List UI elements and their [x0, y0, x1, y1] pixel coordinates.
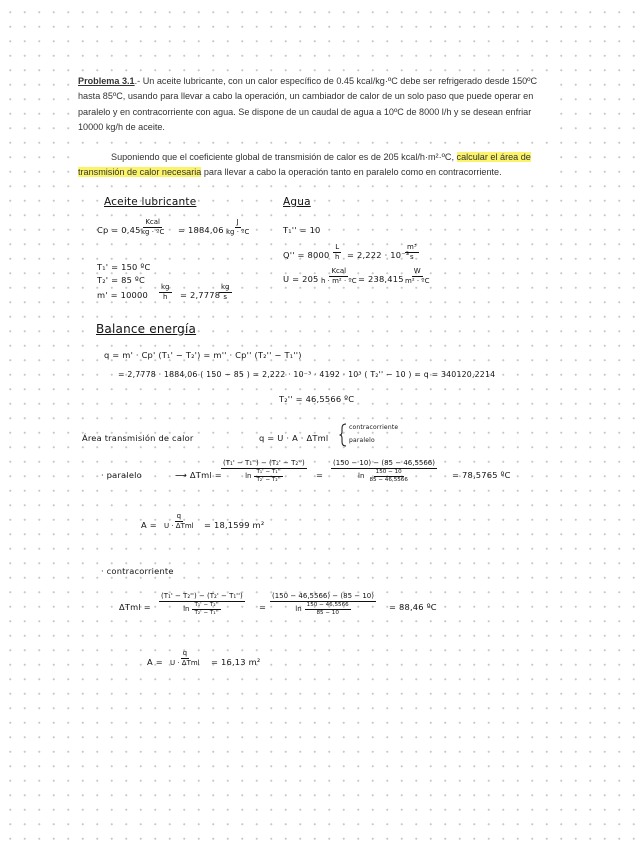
contra-substitution: (150 − 46,5566) − (85 − 10) ln $\frac{150 - 46,5566}{85 - 10}$: [272, 592, 374, 616]
m-lhs: m' = 10000: [97, 290, 148, 300]
balance-title: Balance energía: [96, 322, 197, 336]
u-lhs: U = 205: [283, 274, 319, 284]
aceite-title: Aceite lubricante: [104, 196, 197, 208]
paralelo-result: = 78,5765 ºC: [452, 470, 511, 480]
a-contra-lhs: A =: [147, 657, 163, 667]
task-text-end: para llevar a cabo la operación tanto en paralelo como en contracorriente.: [201, 167, 502, 178]
u-eq: = 238,415: [358, 274, 404, 284]
task-highlight: calcular el área de transmisión de calor necesaria: [78, 152, 531, 178]
m-unit: $\frac{kg}{h}$: [161, 283, 170, 301]
cp-lhs: Cp = 0,45: [97, 225, 141, 235]
contra-formula: (T₁' − T₂'') − (T₂' − T₁'') ln $\frac{\text{T₁' − T₂''}}{\text{T₂' − T₁''}}$: [161, 592, 243, 616]
u-unit-si: $\frac{W}{\text{m² · ºC}}$: [405, 267, 430, 285]
m-unit-si: $\frac{kg}{s}$: [221, 283, 230, 301]
balance-equation: q = m' · Cp' (T₁' − T₂') = m'' · Cp'' (T₂'' − T₁''): [104, 350, 302, 360]
u-unit: Kcal h · m² · ºC: [321, 267, 357, 285]
brace-contracorriente: contracorriente: [349, 424, 399, 431]
contra-eq: =: [259, 602, 267, 612]
a-paralelo-lhs: A =: [141, 520, 157, 530]
a-paralelo-result: = 18,1599 m²: [204, 520, 265, 530]
task-text: Suponiendo que el coeficiente global de transmisión de calor es de 205 kcal/h·m²·ºC,: [111, 152, 457, 162]
paralelo-eq: =: [316, 470, 324, 480]
t2-agua-result: T₂'' = 46,5566 ºC: [279, 394, 355, 404]
t1-aceite: T₁' = 150 ºC: [97, 262, 151, 272]
task-paragraph: [78, 150, 556, 181]
t2-aceite: T₂' = 85 ºC: [97, 275, 145, 285]
t1-agua: T₁'' = 10: [283, 225, 321, 235]
a-paralelo-formula: q U · ΔTml: [164, 512, 194, 530]
cp-eq: = 1884,06: [178, 225, 224, 235]
balance-substitution: = 2,7778 · 1884,06 ( 150 − 85 ) = 2,222 · 10⁻³ · 4192 · 10³ ( T₂'' − 10 ) = q = 340120,2214: [118, 370, 496, 379]
a-contra-formula: q U · ΔTml: [170, 649, 200, 667]
contra-result: = 88,46 ºC: [389, 602, 437, 612]
agua-title: Agua: [283, 196, 311, 208]
paralelo-formula: (T₁' − T₁'') − (T₂' − T₂'') ln $\frac{\text{T₁' − T₁''}}{\text{T₂' − T₂''}}$: [223, 459, 305, 483]
problem-statement: .- Un aceite lubricante, con un calor específico de 0.45 kcal/kg·ºC debe ser refrigerado desde 150ºC hasta 85ºC, usando para llevar a cabo la operación, un cambiador de calor de un solo paso que puede operar en paralelo y en contracorriente con agua. Se dispone de un caudal de agua a 10ºC de 8000 l/h y se desean enfriar 10000 kg/h de aceite.: [78, 76, 538, 132]
q-eq: = 2,222 · 10⁻³: [347, 250, 410, 260]
brace-icon: [339, 423, 347, 447]
paralelo-substitution: (150 − 10) − (85 − 46,5566) ln $\frac{150 - 10}{85 - 46,5566}$: [333, 459, 435, 483]
area-equation: q = U · A · ΔTml: [259, 433, 329, 443]
q-unit-si: $\frac{\text{m³}}{s}$: [407, 243, 417, 261]
brace-paralelo: paralelo: [349, 437, 375, 444]
q-unit: $\frac{L}{h}$: [335, 243, 340, 261]
contra-lhs: ΔTml =: [119, 602, 151, 612]
cp-unit-si: $\frac{J}{\text{kg · ºC}}$: [226, 218, 250, 236]
problem-paragraph: [78, 74, 556, 135]
area-title: Área transmisión de calor: [82, 433, 194, 443]
contracorriente-label: · contracorriente: [101, 566, 174, 576]
paralelo-label: · paralelo: [101, 470, 142, 480]
a-contra-result: = 16,13 m²: [211, 657, 261, 667]
paralelo-arrow: ⟶ ΔTml =: [175, 470, 222, 480]
q-lhs: Q'' = 8000: [283, 250, 330, 260]
problem-label: Problema 3.1: [78, 76, 135, 86]
cp-unit: Kcal kg · ºC: [141, 218, 165, 236]
m-eq: = 2,7778: [180, 290, 221, 300]
